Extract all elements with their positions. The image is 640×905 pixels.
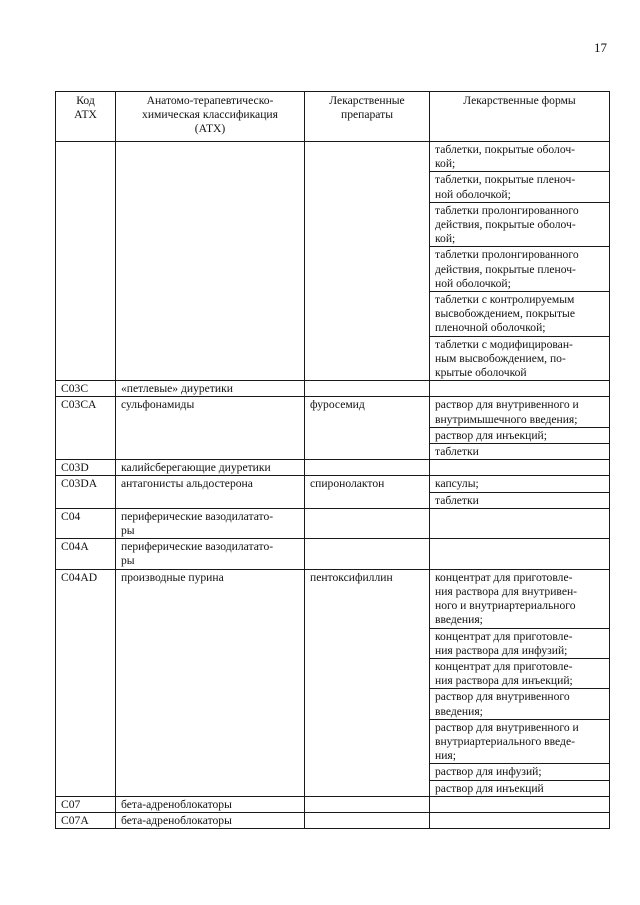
- table-row: [56, 476, 610, 508]
- table-header-row: [56, 92, 610, 142]
- dosage-form-item: раствор для внутривенного и внутриартериального введе- ния;: [430, 719, 609, 764]
- dosage-forms-cell: [430, 569, 610, 796]
- table-row: [56, 381, 610, 397]
- drug-name-cell: [305, 460, 430, 476]
- drug-name-cell: [305, 539, 430, 569]
- dosage-form-item: концентрат для приготовле- ния раствора для внутривен- ного и внутриартериального введения;: [435, 570, 578, 627]
- dosage-form-item: таблетки с модифицирован- ным высвобождением, по- крытые оболочкой: [430, 336, 609, 381]
- atc-code-cell: C04A: [56, 539, 116, 569]
- table-row: [56, 812, 610, 828]
- atc-code-cell: C03DA: [56, 476, 116, 508]
- dosage-forms-cell: [430, 539, 610, 569]
- dosage-forms-cell: [430, 812, 610, 828]
- dosage-form-item: таблетки: [430, 492, 609, 508]
- atc-classification-cell: бета-адреноблокаторы: [116, 796, 305, 812]
- atc-classification-cell: периферические вазодилатато- ры: [116, 539, 305, 569]
- dosage-forms-cell: [430, 796, 610, 812]
- dosage-form-item: капсулы;: [435, 477, 479, 491]
- dosage-form-item: [430, 797, 609, 798]
- atc-code-cell: C07A: [56, 812, 116, 828]
- header-dosage-forms: Лекарственные формы: [430, 92, 610, 142]
- atc-classification-cell: «петлевые» диуретики: [116, 381, 305, 397]
- dosage-form-item: таблетки с контролируемым высвобождением, покрытые пленочной оболочкой;: [430, 291, 609, 336]
- dosage-form-item: раствор для внутривенного и внутримышечного введения;: [435, 398, 579, 426]
- drug-name-cell: [305, 796, 430, 812]
- header-atc-classification: Анатомо-терапевтическо- химическая классификация (АТХ): [116, 92, 305, 142]
- atc-drug-table: [55, 91, 610, 829]
- dosage-form-item: таблетки, покрытые оболоч- кой;: [435, 143, 576, 171]
- dosage-form-item: раствор для инъекций;: [430, 427, 609, 443]
- atc-code-cell: C03CA: [56, 397, 116, 460]
- header-drugs: Лекарственные препараты: [305, 92, 430, 142]
- dosage-form-item: таблетки пролонгированного действия, покрытые пленоч- ной оболочкой;: [430, 246, 609, 291]
- dosage-form-item: [430, 381, 609, 382]
- dosage-forms-cell: [430, 142, 610, 381]
- table-body: [56, 142, 610, 829]
- table-row: [56, 508, 610, 538]
- drug-name-cell: [305, 142, 430, 381]
- dosage-forms-cell: [430, 508, 610, 538]
- dosage-form-item: [430, 539, 609, 540]
- table-row: [56, 460, 610, 476]
- table-row: [56, 796, 610, 812]
- atc-classification-cell: сульфонамиды: [116, 397, 305, 460]
- drug-name-cell: [305, 381, 430, 397]
- dosage-forms-cell: [430, 476, 610, 508]
- atc-classification-cell: производные пурина: [116, 569, 305, 796]
- atc-code-cell: C03D: [56, 460, 116, 476]
- table-row: [56, 539, 610, 569]
- dosage-forms-cell: [430, 460, 610, 476]
- dosage-form-item: концентрат для приготовле- ния раствора для инъекций;: [430, 658, 609, 688]
- page-number: 17: [594, 40, 607, 55]
- atc-code-cell: C03C: [56, 381, 116, 397]
- header-atc-code: Код АТХ: [56, 92, 116, 142]
- atc-code-cell: C07: [56, 796, 116, 812]
- atc-classification-cell: периферические вазодилатато- ры: [116, 508, 305, 538]
- table-row: [56, 397, 610, 460]
- dosage-form-item: [430, 460, 609, 461]
- drug-name-cell: фуросемид: [305, 397, 430, 460]
- drug-name-cell: [305, 508, 430, 538]
- drug-name-cell: [305, 812, 430, 828]
- drug-name-cell: спиронолактон: [305, 476, 430, 508]
- atc-code-cell: C04: [56, 508, 116, 538]
- atc-classification-cell: [116, 142, 305, 381]
- dosage-form-item: таблетки пролонгированного действия, покрытые оболоч- кой;: [430, 202, 609, 247]
- dosage-forms-cell: [430, 381, 610, 397]
- atc-classification-cell: калийсберегающие диуретики: [116, 460, 305, 476]
- dosage-form-item: [430, 509, 609, 510]
- dosage-forms-cell: [430, 397, 610, 460]
- atc-classification-cell: антагонисты альдостерона: [116, 476, 305, 508]
- dosage-form-item: [430, 813, 609, 814]
- dosage-form-item: таблетки: [430, 443, 609, 459]
- dosage-form-item: раствор для внутривенного введения;: [430, 688, 609, 718]
- dosage-form-item: раствор для инъекций: [430, 780, 609, 796]
- drug-name-cell: пентоксифиллин: [305, 569, 430, 796]
- atc-classification-cell: бета-адреноблокаторы: [116, 812, 305, 828]
- table-row: [56, 142, 610, 381]
- dosage-form-item: концентрат для приготовле- ния раствора для инфузий;: [430, 628, 609, 658]
- dosage-form-item: раствор для инфузий;: [430, 763, 609, 779]
- atc-code-cell: [56, 142, 116, 381]
- table-row: [56, 569, 610, 796]
- atc-code-cell: C04AD: [56, 569, 116, 796]
- dosage-form-item: таблетки, покрытые пленоч- ной оболочкой;: [430, 171, 609, 201]
